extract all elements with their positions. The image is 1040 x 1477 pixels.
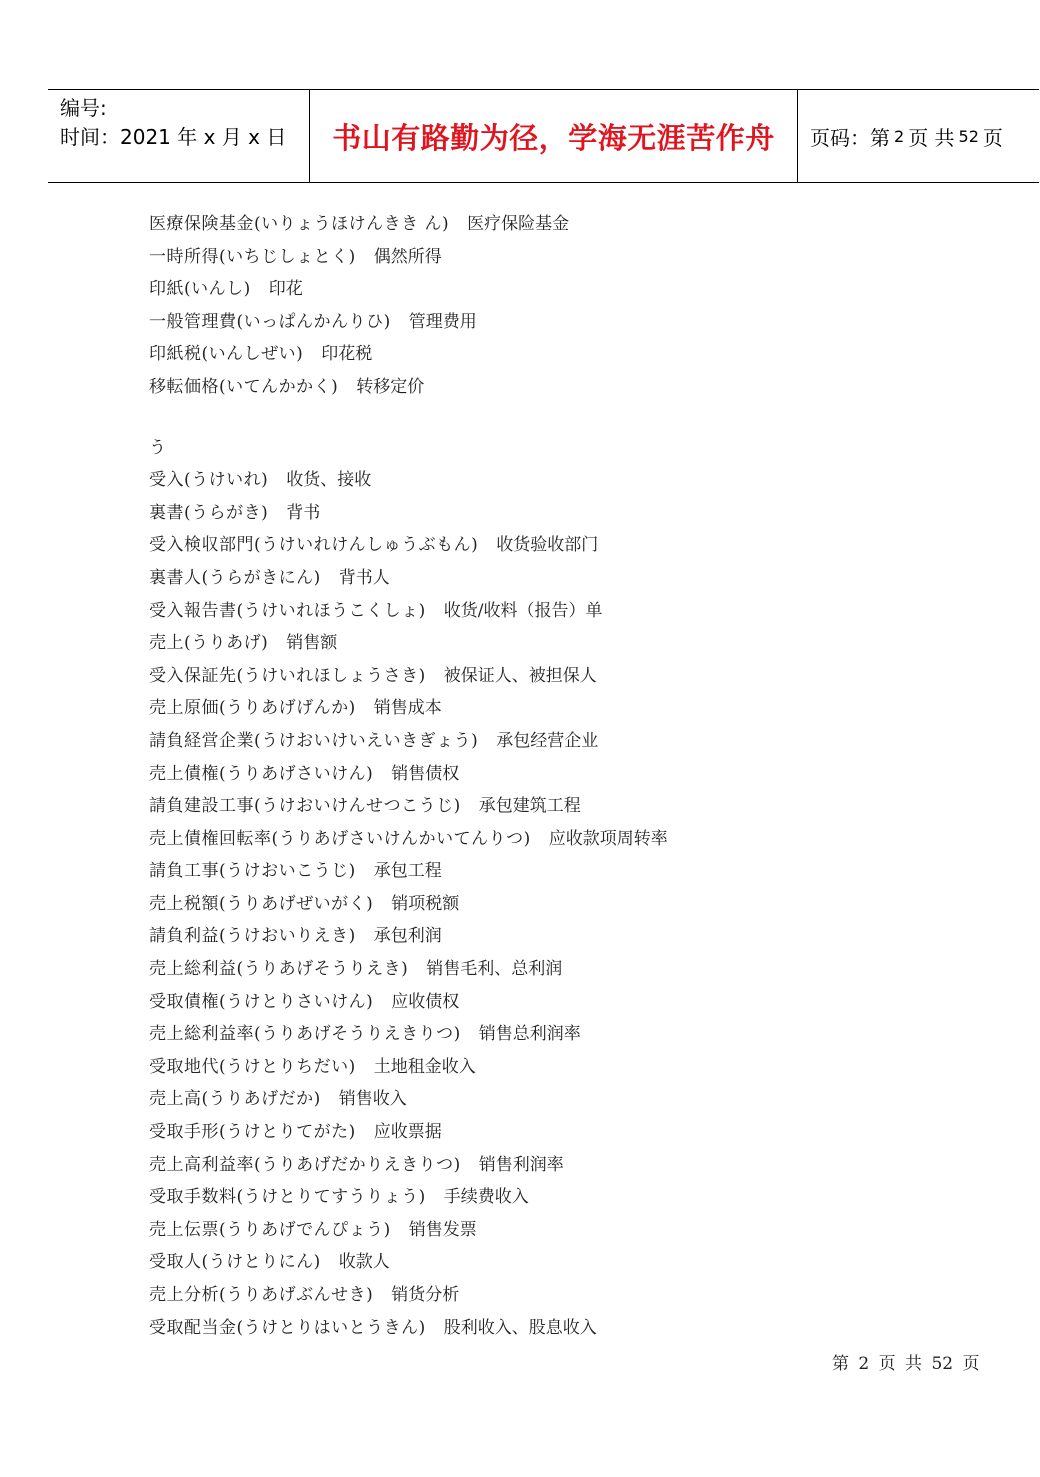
entry-chinese-translation: 销售收入 [338,1089,407,1110]
entry-japanese-term: 受取手数料(うけとりてすうりょう) [149,1187,426,1208]
page-current: 2 [894,126,905,146]
glossary-entry [149,920,1009,953]
entry-chinese-translation: 收款人 [338,1252,390,1273]
glossary-entry [149,562,1009,595]
entry-chinese-translation: 承包工程 [373,861,442,882]
glossary-entry [149,627,1009,660]
glossary-entry [149,1116,1009,1149]
footer-prefix: 第 [832,1354,849,1374]
entry-japanese-term: 受入報告書(うけいれほうこくしょ) [149,600,426,621]
glossary-entry [149,1214,1009,1247]
entry-japanese-term: 売上高利益率(うりあげだかりえきりつ) [149,1154,461,1175]
page-suffix: 页 [982,125,1003,150]
glossary-entry [149,273,1009,306]
entry-chinese-translation: 背书 [286,502,321,523]
entry-chinese-translation: 销售发票 [408,1219,477,1240]
entry-chinese-translation: 偶然所得 [373,246,442,267]
glossary-entry [149,790,1009,823]
section-letter: う [149,437,166,458]
entry-japanese-term: 受取手形(うけとりてがた) [149,1122,356,1143]
glossary-entry [149,1149,1009,1182]
entry-chinese-translation: 被保证人、被担保人 [443,665,597,686]
entry-chinese-translation: 管理费用 [408,311,477,332]
glossary-entry [149,953,1009,986]
entry-chinese-translation: 收货、接收 [286,470,372,491]
header-meta [48,90,310,182]
entry-chinese-translation: 承包经营企业 [496,730,599,751]
glossary-entry [149,1246,1009,1279]
glossary-entry [149,1083,1009,1116]
entry-chinese-translation: 背书人 [338,567,390,588]
entry-japanese-term: 請負経営企業(うけおいけいえいきぎょう) [149,730,479,751]
document-time-label: 时间：2021 年 x 月 x 日 [60,125,287,149]
entry-japanese-term: 医療保険基金(いりょうほけんきき ん) [149,214,450,234]
footer-suffix: 页 [962,1354,980,1374]
header-page-number [798,90,1039,182]
glossary-entry [149,888,1009,921]
entry-chinese-translation: 应收款项周转率 [548,828,668,849]
page-prefix: 页码：第 [810,125,890,150]
glossary-entry [149,1051,1009,1084]
entry-chinese-translation: 承包利润 [373,926,442,947]
entry-chinese-translation: 土地租金收入 [373,1056,476,1077]
page-footer [832,1349,980,1374]
entry-japanese-term: 印紙(いんし) [149,279,251,300]
glossary-entry [149,338,1009,371]
footer-mid: 页 共 [878,1354,923,1374]
entry-japanese-term: 印紙税(いんしぜい) [149,344,304,365]
entry-japanese-term: 請負工事(うけおいこうじ) [149,861,356,882]
entry-chinese-translation: 销售额 [286,633,338,654]
entry-chinese-translation: 应收票据 [373,1122,442,1143]
header-motto: 书山有路勤为径，学海无涯苦作舟 [310,90,798,182]
entry-chinese-translation: 转移定价 [356,376,425,397]
glossary-entry [149,529,1009,562]
entry-chinese-translation: 销售利润率 [478,1154,564,1175]
entry-japanese-term: 売上総利益率(うりあげそうりえきりつ) [149,1024,461,1045]
entry-japanese-term: 売上高(うりあげだか) [149,1089,321,1110]
entry-chinese-translation: 销售总利润率 [478,1024,581,1045]
entry-chinese-translation: 销货分析 [391,1285,460,1305]
glossary-entry [149,497,1009,530]
entry-japanese-term: 売上伝票(うりあげでんぴょう) [149,1219,391,1240]
glossary-entry [149,1181,1009,1214]
entry-japanese-term: 売上債権(うりあげさいけん) [149,763,374,784]
entry-chinese-translation: 应收债权 [391,991,460,1012]
glossary-group-u [149,464,1009,1344]
glossary-entry [149,1018,1009,1051]
entry-japanese-term: 一時所得(いちじしょとく) [149,246,356,267]
entry-chinese-translation: 承包建筑工程 [478,796,581,817]
entry-japanese-term: 一般管理費(いっぱんかんりひ) [149,311,391,332]
glossary-entry [149,855,1009,888]
entry-japanese-term: 裏書(うらがき) [149,502,269,523]
entry-chinese-translation: 手续费收入 [443,1187,529,1208]
entry-japanese-term: 売上分析(うりあげぶんせき) [149,1285,374,1305]
entry-chinese-translation: 印花税 [321,344,373,365]
glossary-entry [149,692,1009,725]
entry-japanese-term: 売上(うりあげ) [149,633,269,654]
footer-current: 2 [858,1354,870,1374]
entry-chinese-translation: 股利收入、股息收入 [443,1317,597,1338]
glossary-group-i [149,208,1009,404]
glossary-entry [149,1312,1009,1345]
entry-japanese-term: 受入検収部門(うけいれけんしゅうぶもん) [149,535,479,556]
glossary-entry [149,660,1009,693]
entry-chinese-translation: 收货验收部门 [496,535,599,556]
entry-japanese-term: 受入(うけいれ) [149,470,269,491]
glossary-entry [149,371,1009,404]
entry-chinese-translation: 印花 [268,279,303,300]
entry-japanese-term: 売上税額(うりあげぜいがく) [149,893,374,914]
entry-japanese-term: 受入保証先(うけいれほしょうさき) [149,665,426,686]
entry-japanese-term: 受取地代(うけとりちだい) [149,1056,356,1077]
entry-japanese-term: 移転価格(いてんかかく) [149,376,339,397]
entry-chinese-translation: 收货/收料（报告）单 [443,600,603,621]
glossary-entry [149,986,1009,1019]
page-total: 52 [958,126,979,146]
entry-japanese-term: 請負利益(うけおいりえき) [149,926,356,947]
glossary-entry [149,758,1009,791]
document-code-label: 编号: [60,96,107,120]
page-header [48,89,1039,183]
glossary-entry [149,241,1009,274]
glossary-entry [149,823,1009,856]
glossary-body [149,208,1009,1344]
page-mid: 页 共 [908,125,955,150]
entry-japanese-term: 売上債権回転率(うりあげさいけんかいてんりつ) [149,828,531,849]
entry-chinese-translation: 销售毛利、总利润 [426,959,563,980]
entry-japanese-term: 受取配当金(うけとりはいとうきん) [149,1317,426,1338]
glossary-entry [149,595,1009,628]
footer-total: 52 [931,1354,954,1374]
entry-chinese-translation: 医疗保险基金 [467,214,570,234]
entry-chinese-translation: 销售债权 [391,763,460,784]
entry-japanese-term: 受取人(うけとりにん) [149,1252,321,1273]
glossary-entry [149,725,1009,758]
entry-japanese-term: 売上総利益(うりあげそうりえき) [149,959,409,980]
entry-chinese-translation: 销售成本 [373,698,442,719]
glossary-entry [149,306,1009,339]
entry-japanese-term: 裏書人(うらがきにん) [149,567,321,588]
entry-japanese-term: 売上原価(うりあげげんか) [149,698,356,719]
glossary-entry [149,1279,1009,1312]
glossary-entry [149,464,1009,497]
entry-chinese-translation: 销项税额 [391,893,460,914]
entry-japanese-term: 受取債権(うけとりさいけん) [149,991,374,1012]
entry-japanese-term: 請負建設工事(うけおいけんせつこうじ) [149,796,461,817]
glossary-entry [149,208,1009,241]
